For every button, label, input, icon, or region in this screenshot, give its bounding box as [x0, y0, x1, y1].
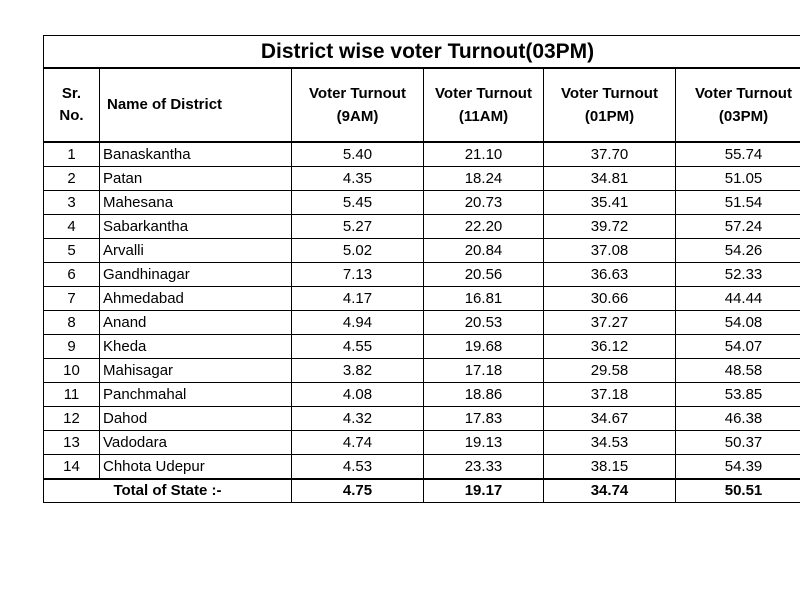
row-turnout-03pm: 51.54: [676, 191, 800, 215]
row-turnout-03pm: 48.58: [676, 359, 800, 383]
table-row: [44, 142, 800, 167]
total-turnout-03pm: 50.51: [676, 479, 800, 503]
row-turnout-01pm: 37.08: [544, 239, 676, 263]
header-turnout-11am: Voter Turnout (11AM): [424, 68, 544, 142]
table-row: [44, 167, 800, 191]
table-row: [44, 359, 800, 383]
row-district: Banaskantha: [100, 142, 292, 167]
row-sr-no: 8: [44, 311, 100, 335]
table-body: [44, 142, 800, 479]
total-label: Total of State :-: [44, 479, 292, 503]
row-sr-no: 5: [44, 239, 100, 263]
row-turnout-01pm: 34.67: [544, 407, 676, 431]
row-turnout-9am: 4.53: [292, 455, 424, 480]
row-turnout-01pm: 30.66: [544, 287, 676, 311]
table-row: [44, 287, 800, 311]
header-district: Name of District: [100, 68, 292, 142]
row-turnout-03pm: 53.85: [676, 383, 800, 407]
turnout-sheet: [43, 35, 792, 503]
row-district: Patan: [100, 167, 292, 191]
row-sr-no: 9: [44, 335, 100, 359]
row-turnout-9am: 5.27: [292, 215, 424, 239]
header-turnout-9am: Voter Turnout (9AM): [292, 68, 424, 142]
row-turnout-9am: 7.13: [292, 263, 424, 287]
row-sr-no: 12: [44, 407, 100, 431]
row-turnout-03pm: 50.37: [676, 431, 800, 455]
row-turnout-01pm: 34.81: [544, 167, 676, 191]
row-turnout-03pm: 54.08: [676, 311, 800, 335]
row-turnout-11am: 20.56: [424, 263, 544, 287]
row-district: Panchmahal: [100, 383, 292, 407]
row-turnout-11am: 20.53: [424, 311, 544, 335]
table-row: [44, 383, 800, 407]
row-turnout-01pm: 37.70: [544, 142, 676, 167]
total-row: [44, 479, 800, 503]
row-district: Anand: [100, 311, 292, 335]
row-district: Kheda: [100, 335, 292, 359]
row-district: Ahmedabad: [100, 287, 292, 311]
row-turnout-9am: 4.74: [292, 431, 424, 455]
row-turnout-9am: 4.94: [292, 311, 424, 335]
row-turnout-03pm: 46.38: [676, 407, 800, 431]
table-row: [44, 239, 800, 263]
row-turnout-11am: 20.84: [424, 239, 544, 263]
row-turnout-11am: 22.20: [424, 215, 544, 239]
turnout-table: [43, 35, 800, 503]
total-turnout-11am: 19.17: [424, 479, 544, 503]
row-district: Gandhinagar: [100, 263, 292, 287]
row-district: Mahisagar: [100, 359, 292, 383]
row-turnout-9am: 3.82: [292, 359, 424, 383]
row-turnout-11am: 18.86: [424, 383, 544, 407]
header-sr-no: Sr. No.: [44, 68, 100, 142]
row-turnout-01pm: 36.63: [544, 263, 676, 287]
row-turnout-11am: 23.33: [424, 455, 544, 480]
row-turnout-11am: 19.68: [424, 335, 544, 359]
row-sr-no: 4: [44, 215, 100, 239]
table-row: [44, 431, 800, 455]
row-turnout-9am: 4.55: [292, 335, 424, 359]
total-turnout-9am: 4.75: [292, 479, 424, 503]
row-turnout-9am: 4.08: [292, 383, 424, 407]
row-sr-no: 6: [44, 263, 100, 287]
row-turnout-03pm: 57.24: [676, 215, 800, 239]
header-turnout-01pm: Voter Turnout (01PM): [544, 68, 676, 142]
row-turnout-03pm: 54.39: [676, 455, 800, 480]
row-sr-no: 2: [44, 167, 100, 191]
row-district: Dahod: [100, 407, 292, 431]
row-sr-no: 10: [44, 359, 100, 383]
row-district: Sabarkantha: [100, 215, 292, 239]
row-turnout-11am: 17.83: [424, 407, 544, 431]
row-turnout-01pm: 39.72: [544, 215, 676, 239]
row-district: Arvalli: [100, 239, 292, 263]
table-row: [44, 191, 800, 215]
row-district: Mahesana: [100, 191, 292, 215]
table-row: [44, 311, 800, 335]
row-turnout-01pm: 38.15: [544, 455, 676, 480]
row-sr-no: 1: [44, 142, 100, 167]
row-district: Vadodara: [100, 431, 292, 455]
total-turnout-01pm: 34.74: [544, 479, 676, 503]
row-turnout-11am: 20.73: [424, 191, 544, 215]
row-turnout-01pm: 35.41: [544, 191, 676, 215]
row-turnout-9am: 5.02: [292, 239, 424, 263]
row-turnout-11am: 16.81: [424, 287, 544, 311]
row-turnout-01pm: 37.27: [544, 311, 676, 335]
row-turnout-03pm: 55.74: [676, 142, 800, 167]
row-sr-no: 3: [44, 191, 100, 215]
row-turnout-03pm: 54.26: [676, 239, 800, 263]
table-row: [44, 407, 800, 431]
table-row: [44, 263, 800, 287]
row-sr-no: 7: [44, 287, 100, 311]
row-turnout-11am: 18.24: [424, 167, 544, 191]
row-turnout-03pm: 54.07: [676, 335, 800, 359]
row-turnout-01pm: 36.12: [544, 335, 676, 359]
table-title: District wise voter Turnout(03PM): [44, 36, 800, 69]
row-sr-no: 14: [44, 455, 100, 480]
row-turnout-01pm: 29.58: [544, 359, 676, 383]
row-sr-no: 11: [44, 383, 100, 407]
row-turnout-9am: 4.17: [292, 287, 424, 311]
row-turnout-11am: 19.13: [424, 431, 544, 455]
table-row: [44, 455, 800, 480]
row-turnout-03pm: 51.05: [676, 167, 800, 191]
row-turnout-9am: 4.32: [292, 407, 424, 431]
header-turnout-03pm: Voter Turnout (03PM): [676, 68, 800, 142]
row-turnout-03pm: 44.44: [676, 287, 800, 311]
table-row: [44, 215, 800, 239]
row-turnout-01pm: 37.18: [544, 383, 676, 407]
row-turnout-9am: 4.35: [292, 167, 424, 191]
row-turnout-11am: 17.18: [424, 359, 544, 383]
header-row: [44, 68, 800, 142]
row-turnout-01pm: 34.53: [544, 431, 676, 455]
row-turnout-11am: 21.10: [424, 142, 544, 167]
row-turnout-9am: 5.45: [292, 191, 424, 215]
row-turnout-9am: 5.40: [292, 142, 424, 167]
row-turnout-03pm: 52.33: [676, 263, 800, 287]
row-district: Chhota Udepur: [100, 455, 292, 480]
table-row: [44, 335, 800, 359]
row-sr-no: 13: [44, 431, 100, 455]
